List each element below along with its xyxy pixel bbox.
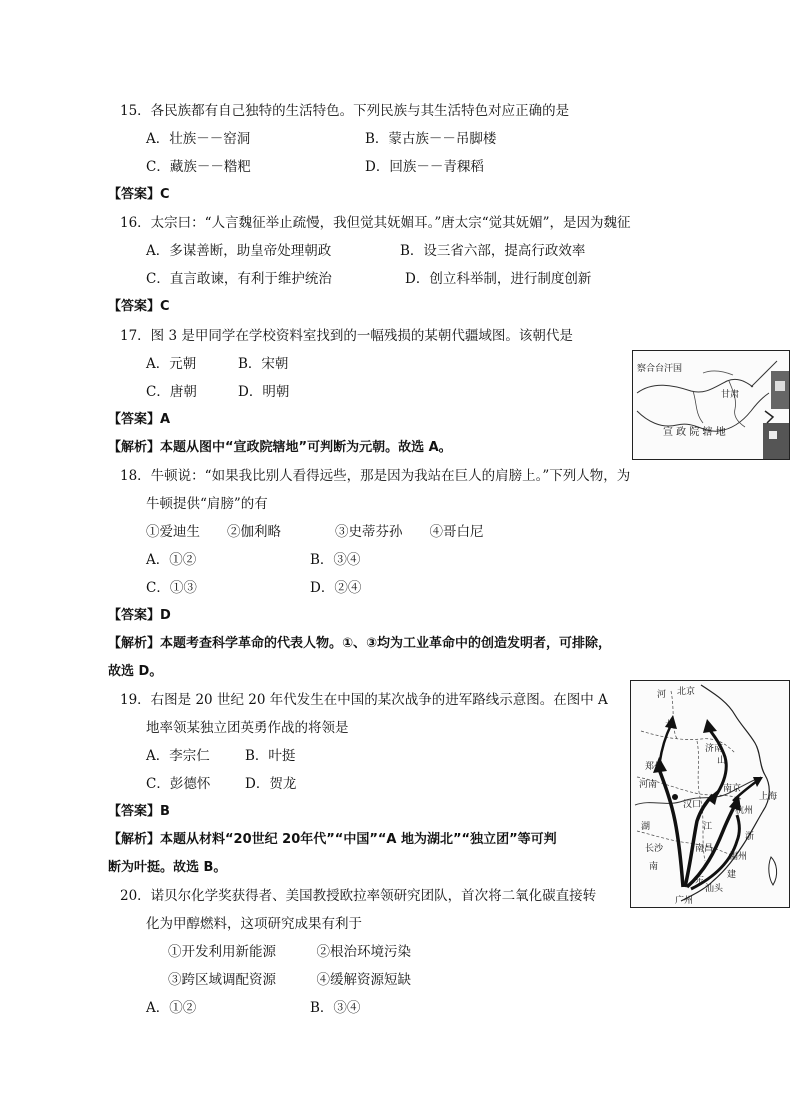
q18-answer: 【答案】D <box>108 608 171 623</box>
map-label-nanchang: 南昌 <box>695 844 714 854</box>
map-label-jiang: 江 <box>703 822 713 832</box>
map-label-jian: 建 <box>727 870 737 880</box>
map-label-shanghai: 上海 <box>759 792 778 802</box>
map-label-changsha: 长沙 <box>645 844 664 854</box>
q18-stem-line2: 牛顿提供“肩膀”的有 <box>146 496 268 512</box>
q20-stem-line2: 化为甲醇燃料，这项研究成果有利于 <box>146 916 362 932</box>
map-label-dong: 东 <box>695 876 705 886</box>
q17-answer: 【答案】A <box>108 412 171 427</box>
q18-analysis-line2: 故选 D。 <box>108 664 163 679</box>
map-label-shantou: 汕头 <box>705 884 724 894</box>
q19-option-c: C．彭德怀 <box>146 776 211 792</box>
q19-option-d: D．贺龙 <box>245 776 297 792</box>
map-label-jinan: 济南 <box>705 744 724 754</box>
map-label-zhengzhou: 郑州 <box>645 762 664 772</box>
q19-option-a: A．李宗仁 <box>146 748 210 764</box>
q15-option-b: B．蒙古族－－吊脚楼 <box>365 131 497 147</box>
q18-option-a: A．①② <box>146 552 197 568</box>
map-label-hangzhou: 杭州 <box>735 806 754 816</box>
q19-analysis-line2: 断为叶挺。故选 B。 <box>108 860 227 875</box>
q15-option-a: A．壮族－－窑洞 <box>146 131 251 147</box>
map-label-beijing: 北京 <box>677 687 696 697</box>
q18-option-d: D．②④ <box>310 580 362 596</box>
q15-answer: 【答案】C <box>108 187 170 202</box>
q17-option-a: A．元朝 <box>146 356 197 372</box>
map-label-guangzhou: 广州 <box>675 896 694 906</box>
map-label-nanjing: 南京 <box>723 784 742 794</box>
q19-answer: 【答案】B <box>108 804 170 819</box>
q18-options: ①爱迪生 ②伽利略 ③史蒂芬孙 ④哥白尼 <box>146 524 484 540</box>
q17-analysis: 【解析】本题从图中“宣政院辖地”可判断为元朝。故选 A。 <box>108 440 452 455</box>
map-label-fuzhou: 福州 <box>729 852 748 862</box>
q16-option-a: A．多谋善断，助皇帝处理朝政 <box>146 243 332 259</box>
q18-option-c: C．①③ <box>146 580 197 596</box>
q17-stem: 17．图 3 是甲同学在学校资料室找到的一幅残损的某朝代疆域图。该朝代是 <box>120 328 573 344</box>
q19-option-b: B．叶挺 <box>245 748 296 764</box>
map-label-chagatai: 察合台汗国 <box>637 364 683 374</box>
map-label-shan: 山 <box>717 756 727 766</box>
q17-option-d: D．明朝 <box>238 384 290 400</box>
q18-analysis-line1: 【解析】本题考查科学革命的代表人物。①、③均为工业革命中的创造发明者，可排除， <box>108 636 612 651</box>
q20-option-b: B．③④ <box>310 1000 361 1016</box>
yuan-territory-map <box>632 350 790 460</box>
map-label-nan: 南 <box>649 862 659 872</box>
q20-options-line1: ①开发利用新能源 ②根治环境污染 <box>168 944 411 960</box>
map-label-bei: 北 <box>665 720 675 730</box>
q19-analysis-line1: 【解析】本题从材料“20世纪 20年代”“中国”“A 地为湖北”“独立团”等可判 <box>108 832 557 847</box>
q16-answer: 【答案】C <box>108 299 170 314</box>
map-label-he: 河 <box>657 690 667 700</box>
q15-option-c: C．藏族－－糌粑 <box>146 159 251 175</box>
q16-option-d: D．创立科举制，进行制度创新 <box>405 271 592 287</box>
q17-option-b: B．宋朝 <box>238 356 289 372</box>
map-label-gansu: 甘肃 <box>721 390 740 400</box>
q19-stem-line1: 19．右图是 20 世纪 20 年代发生在中国的某次战争的进军路线示意图。在图中 A <box>120 692 608 708</box>
northern-expedition-map <box>630 680 790 908</box>
q18-option-b: B．③④ <box>310 552 361 568</box>
q16-option-c: C．直言敢谏，有利于维护统治 <box>146 271 332 287</box>
map-label-henan: 河南 <box>639 780 658 790</box>
q20-options-line2: ③跨区域调配资源 ④缓解资源短缺 <box>168 972 411 988</box>
q16-stem: 16．太宗曰：“人言魏征举止疏慢，我但觉其妩媚耳。”唐太宗“觉其妩媚”，是因为魏征 <box>120 215 631 231</box>
map-label-hu: 湖 <box>641 822 651 832</box>
map-label-zhe: 浙 <box>745 832 755 842</box>
q18-stem-line1: 18．牛顿说：“如果我比别人看得远些，那是因为我站在巨人的肩膀上。”下列人物，为 <box>120 468 631 484</box>
q17-option-c: C．唐朝 <box>146 384 197 400</box>
q16-option-b: B．设三省六部，提高行政效率 <box>400 243 586 259</box>
q20-option-a: A．①② <box>146 1000 197 1016</box>
q15-option-d: D．回族－－青稞稻 <box>365 159 484 175</box>
q20-stem-line1: 20．诺贝尔化学奖获得者、美国教授欧拉率领研究团队，首次将二氧化碳直接转 <box>120 888 597 904</box>
q19-stem-line2: 地率领某独立团英勇作战的将领是 <box>146 720 349 736</box>
q15-stem: 15．各民族都有自己独特的生活特色。下列民族与其生活特色对应正确的是 <box>120 103 570 119</box>
map-label-xuanzheng: 宣 政 院 辖 地 <box>663 427 726 438</box>
map-label-hankou: 汉口 <box>683 800 702 810</box>
